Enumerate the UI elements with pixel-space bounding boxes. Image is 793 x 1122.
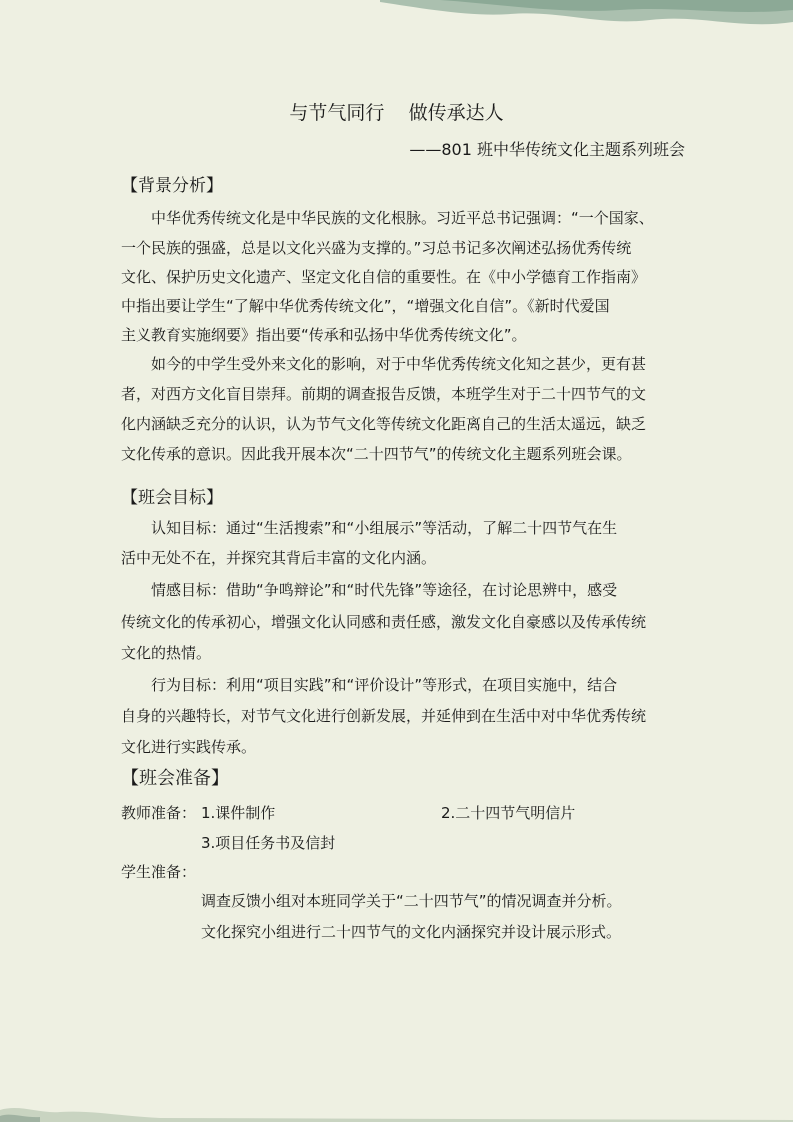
background-line: 主义教育实施纲要》指出要“传承和弘扬中华优秀传统文化”。	[121, 326, 527, 344]
ink-brush-decoration-bottom	[0, 1100, 793, 1122]
goals-line: 情感目标：借助“争鸣辩论”和“时代先锋”等途径，在讨论思辨中，感受	[151, 581, 618, 599]
teacher-prep-label: 教师准备：	[121, 804, 197, 822]
goals-line: 行为目标：利用“项目实践”和“评价设计”等形式，在项目实施中，结合	[151, 676, 618, 694]
goals-heading: 【班会目标】	[121, 488, 223, 508]
background-line: 文化、保护历史文化遗产、坚定文化自信的重要性。在《中小学德育工作指南》	[121, 268, 647, 286]
student-prep-item: 文化探究小组进行二十四节气的文化内涵探究并设计展示形式。	[201, 923, 622, 941]
goals-line: 文化的热情。	[121, 644, 212, 662]
teacher-prep-item: 2.二十四节气明信片	[441, 804, 576, 822]
goals-line: 认知目标：通过“生活搜索”和“小组展示”等活动，了解二十四节气在生	[151, 519, 618, 537]
ink-brush-decoration-top	[380, 0, 793, 40]
teacher-prep-item: 1.课件制作	[201, 804, 276, 822]
background-line: 一个民族的强盛，总是以文化兴盛为支撑的。”习总书记多次阐述弘扬优秀传统	[121, 239, 632, 257]
goals-line: 活中无处不在，并探究其背后丰富的文化内涵。	[121, 549, 437, 567]
goals-line: 文化进行实践传承。	[121, 738, 257, 756]
background-line: 者，对西方文化盲目崇拜。前期的调查报告反馈，本班学生对于二十四节气的文	[121, 385, 647, 403]
background-line: 文化传承的意识。因此我开展本次“二十四节气”的传统文化主题系列班会课。	[121, 445, 632, 463]
student-prep-label: 学生准备：	[121, 863, 197, 881]
document-title: 与节气同行 做传承达人	[289, 102, 504, 124]
prep-heading: 【班会准备】	[121, 768, 229, 789]
student-prep-item: 调查反馈小组对本班同学关于“二十四节气”的情况调查并分析。	[201, 892, 622, 910]
document-subtitle: ——801 班中华传统文化主题系列班会	[409, 140, 685, 159]
background-line: 如今的中学生受外来文化的影响，对于中华优秀传统文化知之甚少，更有甚	[151, 355, 647, 373]
background-heading: 【背景分析】	[121, 176, 223, 196]
background-line: 化内涵缺乏充分的认识，认为节气文化等传统文化距离自己的生活太遥远，缺乏	[121, 415, 647, 433]
teacher-prep-item: 3.项目任务书及信封	[201, 834, 336, 852]
goals-line: 传统文化的传承初心，增强文化认同感和责任感，激发文化自豪感以及传承传统	[121, 613, 647, 631]
background-line: 中指出要让学生“了解中华优秀传统文化”，“增强文化自信”。《新时代爱国	[121, 297, 610, 315]
goals-line: 自身的兴趣特长，对节气文化进行创新发展，并延伸到在生活中对中华优秀传统	[121, 707, 647, 725]
background-line: 中华优秀传统文化是中华民族的文化根脉。习近平总书记强调：“一个国家、	[151, 209, 654, 227]
